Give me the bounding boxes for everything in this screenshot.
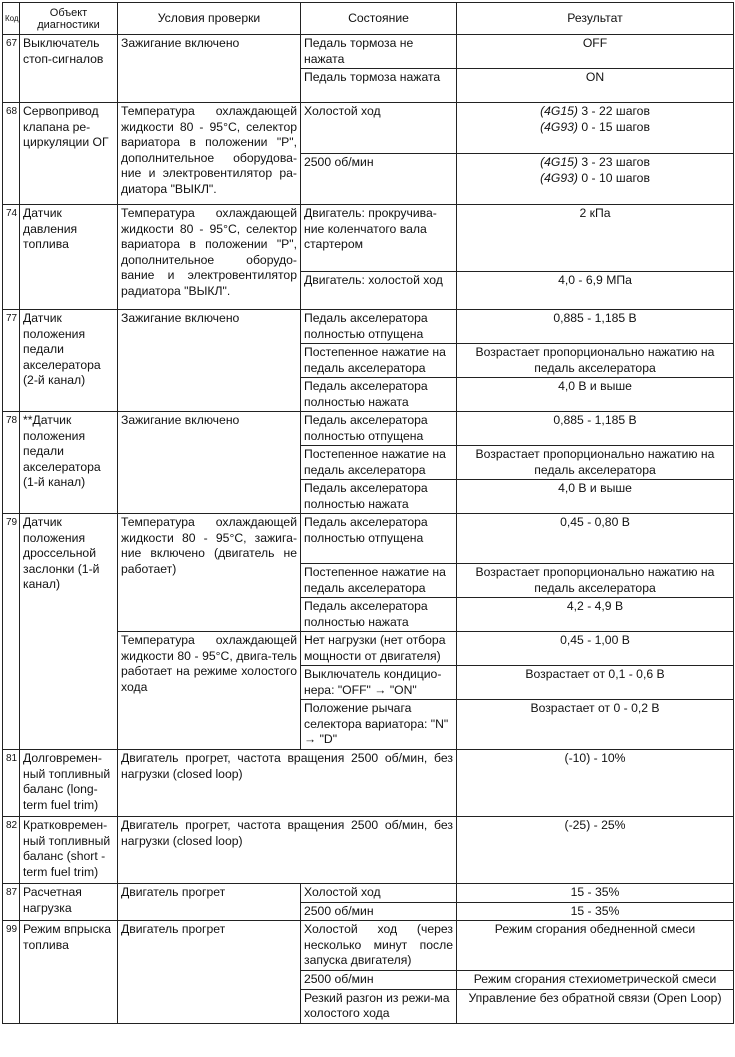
state-cell: Двигатель: холостой ход bbox=[301, 272, 457, 310]
state-cell: Педаль акселератора полностью нажата bbox=[301, 378, 457, 412]
row-object: Кратковремен-ный топливный баланс (short - term fuel trim) bbox=[20, 817, 118, 884]
row-object: Сервопривод клапана ре-циркуляции ОГ bbox=[20, 103, 118, 205]
row-code: 99 bbox=[3, 921, 20, 1024]
row-code: 77 bbox=[3, 310, 20, 412]
row-conditions: Двигатель прогрет, частота вращения 2500 об/мин, без нагрузки (closed loop) bbox=[118, 817, 457, 884]
result-cell bbox=[457, 154, 734, 205]
row-object: Датчик давления топлива bbox=[20, 205, 118, 310]
row-object: Датчик положения педали акселератора (2-й канал) bbox=[20, 310, 118, 412]
result-cell: ON bbox=[457, 69, 734, 103]
state-cell: Положение рычага селектора вариатора: "N" → "D" bbox=[301, 700, 457, 750]
state-cell: Холостой ход bbox=[301, 884, 457, 903]
result-cell: (-25) - 25% bbox=[457, 817, 734, 884]
row-conditions: Зажигание включено bbox=[118, 412, 301, 514]
state-cell: Постепенное нажатие на педаль акселератора bbox=[301, 446, 457, 480]
result-cell: 15 - 35% bbox=[457, 902, 734, 921]
row-code: 74 bbox=[3, 205, 20, 310]
result-cell: 0,885 - 1,185 В bbox=[457, 412, 734, 446]
state-cell: Нет нагрузки (нет отбора мощности от двигателя) bbox=[301, 632, 457, 666]
result-cell: 4,0 В и выше bbox=[457, 378, 734, 412]
row-conditions: Температура охлаждающей жидкости 80 - 95°С, селектор вариатора в положении "P", дополнительное оборудова-ние и электровентилятор ра-диатора "ВЫКЛ". bbox=[118, 103, 301, 205]
table-row bbox=[3, 817, 734, 884]
engine-model: (4G15) bbox=[540, 104, 578, 118]
row-conditions: Двигатель прогрет, частота вращения 2500 об/мин, без нагрузки (closed loop) bbox=[118, 750, 457, 817]
row-code: 67 bbox=[3, 35, 20, 103]
state-cell: Постепенное нажатие на педаль акселератора bbox=[301, 344, 457, 378]
state-cell: Холостой ход bbox=[301, 103, 457, 154]
result-cell: 0,45 - 1,00 В bbox=[457, 632, 734, 666]
table-row bbox=[3, 884, 734, 903]
table-row bbox=[3, 514, 734, 564]
state-cell: Постепенное нажатие на педаль акселератора bbox=[301, 564, 457, 598]
result-cell: Управление без обратной связи (Open Loop) bbox=[457, 989, 734, 1023]
steps-value: 0 - 10 шагов bbox=[578, 170, 650, 185]
result-cell: Возрастает пропорционально нажатию на педаль акселератора bbox=[457, 446, 734, 480]
state-cell: 2500 об/мин bbox=[301, 154, 457, 205]
table-row bbox=[3, 750, 734, 817]
steps-value: 0 - 15 шагов bbox=[578, 119, 650, 134]
row-object: Выключатель стоп-сигналов bbox=[20, 35, 118, 103]
table-row bbox=[3, 921, 734, 971]
table-row bbox=[3, 205, 734, 272]
result-cell: (-10) - 10% bbox=[457, 750, 734, 817]
engine-model: (4G15) bbox=[540, 155, 578, 169]
header-state: Состояние bbox=[301, 3, 457, 35]
state-cell: Педаль акселератора полностью нажата bbox=[301, 598, 457, 632]
state-cell: Педаль акселератора полностью нажата bbox=[301, 480, 457, 514]
state-cell: Холостой ход (через несколько минут после запуска двигателя) bbox=[301, 921, 457, 971]
state-cell: Педаль тормоза нажата bbox=[301, 69, 457, 103]
row-conditions: Двигатель прогрет bbox=[118, 921, 301, 1024]
result-cell: 4,0 - 6,9 МПа bbox=[457, 272, 734, 310]
state-cell: 2500 об/мин bbox=[301, 971, 457, 990]
row-code: 78 bbox=[3, 412, 20, 514]
steps-value: 3 - 22 шагов bbox=[578, 104, 650, 118]
result-cell: 15 - 35% bbox=[457, 884, 734, 903]
header-row bbox=[3, 3, 734, 35]
result-cell bbox=[457, 103, 734, 154]
result-cell: Возрастает от 0 - 0,2 В bbox=[457, 700, 734, 750]
state-cell: Педаль акселератора полностью отпущена bbox=[301, 514, 457, 564]
steps-value: 3 - 23 шагов bbox=[578, 155, 650, 169]
state-cell: Педаль акселератора полностью отпущена bbox=[301, 310, 457, 344]
header-object: Объект диагностики bbox=[20, 3, 118, 35]
result-cell: Режим сгорания обедненной смеси bbox=[457, 921, 734, 971]
header-conditions: Условия проверки bbox=[118, 3, 301, 35]
row-conditions: Температура охлаждающей жидкости 80 - 95°С, двига-тель работает на режиме холостого хода bbox=[118, 632, 301, 750]
row-code: 68 bbox=[3, 103, 20, 205]
row-code: 82 bbox=[3, 817, 20, 884]
result-cell: Режим сгорания стехиометрической смеси bbox=[457, 971, 734, 990]
row-conditions: Зажигание включено bbox=[118, 35, 301, 103]
row-conditions: Температура охлаждающей жидкости 80 - 95°С, селектор вариатора в положении "P", дополнительное оборудо-вание и электровентилятор радиатора "ВЫКЛ". bbox=[118, 205, 301, 310]
diagnostics-table bbox=[2, 2, 734, 1024]
header-result: Результат bbox=[457, 3, 734, 35]
table-row bbox=[3, 103, 734, 154]
row-object: **Датчик положения педали акселератора (1-й канал) bbox=[20, 412, 118, 514]
engine-model: (4G93) bbox=[540, 119, 578, 134]
result-cell: 4,2 - 4,9 В bbox=[457, 598, 734, 632]
engine-model: (4G93) bbox=[540, 170, 578, 185]
row-conditions: Двигатель прогрет bbox=[118, 884, 301, 921]
table-row bbox=[3, 310, 734, 344]
row-code: 79 bbox=[3, 514, 20, 750]
result-cell: Возрастает пропорционально нажатию на педаль акселератора bbox=[457, 564, 734, 598]
state-cell: Резкий разгон из режи-ма холостого хода bbox=[301, 989, 457, 1023]
row-conditions: Температура охлаждающей жидкости 80 - 95°С, зажига-ние включено (двигатель не работает) bbox=[118, 514, 301, 632]
result-cell: OFF bbox=[457, 35, 734, 69]
table-row bbox=[3, 35, 734, 69]
row-object: Долговремен-ный топливный баланс (long-term fuel trim) bbox=[20, 750, 118, 817]
result-cell: 0,885 - 1,185 В bbox=[457, 310, 734, 344]
state-cell: Педаль акселератора полностью отпущена bbox=[301, 412, 457, 446]
result-cell: 4,0 В и выше bbox=[457, 480, 734, 514]
row-conditions: Зажигание включено bbox=[118, 310, 301, 412]
result-cell: 0,45 - 0,80 В bbox=[457, 514, 734, 564]
state-cell: Выключатель кондицио-нера: "OFF" → "ON" bbox=[301, 666, 457, 700]
row-code: 81 bbox=[3, 750, 20, 817]
state-cell: Педаль тормоза не нажата bbox=[301, 35, 457, 69]
header-code: Код bbox=[3, 3, 20, 35]
row-object: Расчетная нагрузка bbox=[20, 884, 118, 921]
result-cell: Возрастает пропорционально нажатию на педаль акселератора bbox=[457, 344, 734, 378]
result-cell: Возрастает от 0,1 - 0,6 В bbox=[457, 666, 734, 700]
state-cell: 2500 об/мин bbox=[301, 902, 457, 921]
row-object: Режим впрыска топлива bbox=[20, 921, 118, 1024]
row-object: Датчик положения дроссельной заслонки (1-й канал) bbox=[20, 514, 118, 750]
result-cell: 2 кПа bbox=[457, 205, 734, 272]
row-code: 87 bbox=[3, 884, 20, 921]
table-row bbox=[3, 412, 734, 446]
state-cell: Двигатель: прокручива-ние коленчатого вала стартером bbox=[301, 205, 457, 272]
